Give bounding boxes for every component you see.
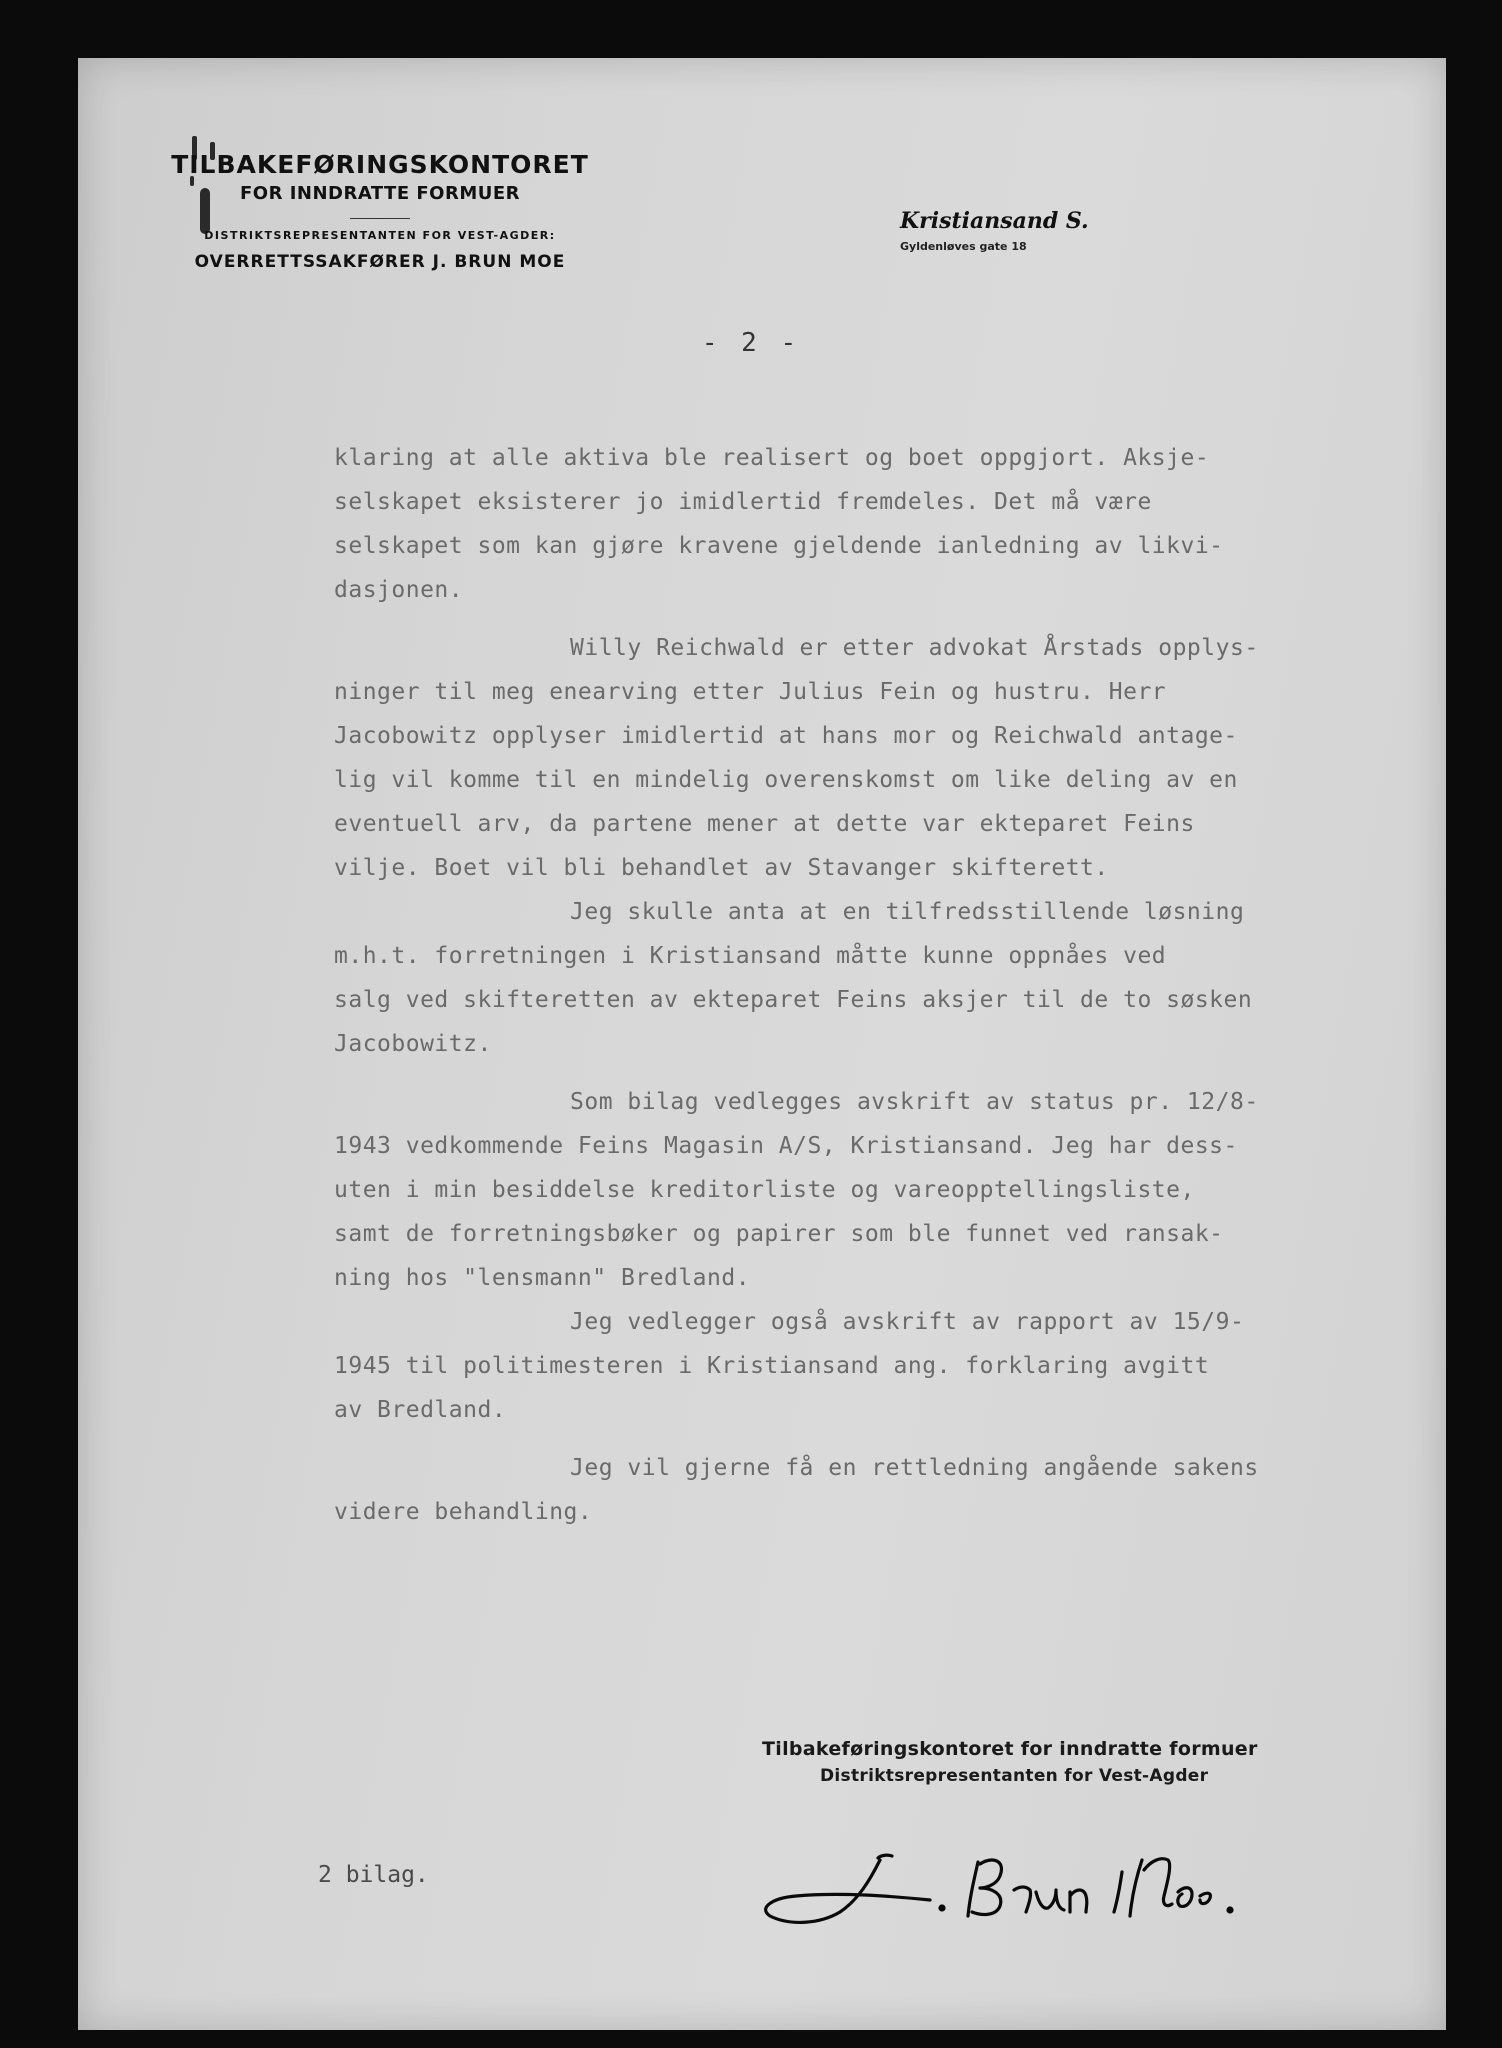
- body-line: Willy Reichwald er etter advokat Årstads opplys-: [570, 635, 1259, 661]
- letterhead-divider: [350, 218, 410, 219]
- handwritten-signature: [730, 1800, 1290, 1940]
- page-number: - 2 -: [701, 328, 801, 358]
- enclosure-note: 2 bilag.: [318, 1862, 429, 1888]
- letterhead-title: TILBAKEFØRINGSKONTORET: [171, 150, 589, 179]
- letterhead-district: DISTRIKTSREPRESENTANTEN FOR VEST-AGDER:: [204, 229, 556, 242]
- body-line: dasjonen.: [334, 577, 464, 603]
- body-line: Jeg skulle anta at en tilfredsstillende løsning: [570, 899, 1245, 925]
- body-line: selskapet som kan gjøre kravene gjeldende ianledning av likvi-: [334, 533, 1224, 559]
- body-line: Jacobowitz.: [334, 1031, 492, 1057]
- body-line: m.h.t. forretningen i Kristiansand måtte kunne oppnåes ved: [334, 943, 1167, 969]
- body-line: Jeg vedlegger også avskrift av rapport av 15/9-: [570, 1309, 1245, 1335]
- body-line: 1943 vedkommende Feins Magasin A/S, Kristiansand. Jeg har dess-: [334, 1133, 1238, 1159]
- letterhead-lawyer: OVERRETTSSAKFØRER J. BRUN MOE: [194, 252, 566, 272]
- body-line: eventuell arv, da partene mener at dette var ekteparet Feins: [334, 811, 1195, 837]
- letterhead: [100, 150, 660, 272]
- sender-location: [900, 208, 1089, 253]
- body-line: Jacobowitz opplyser imidlertid at hans mor og Reichwald antage-: [334, 723, 1238, 749]
- body-line: uten i min besiddelse kreditorliste og vareopptellingsliste,: [334, 1177, 1195, 1203]
- body-line: samt de forretningsbøker og papirer som ble funnet ved ransak-: [334, 1221, 1224, 1247]
- body-line: Jeg vil gjerne få en rettledning angående sakens: [570, 1455, 1259, 1481]
- body-line: 1945 til politimesteren i Kristiansand ang. forklaring avgitt: [334, 1353, 1210, 1379]
- body-line: videre behandling.: [334, 1499, 593, 1525]
- letterhead-subtitle: FOR INNDRATTE FORMUER: [239, 183, 521, 204]
- body-line: lig vil komme til en mindelig overenskomst om like deling av en: [334, 767, 1238, 793]
- sender-address: Gyldenløves gate 18: [900, 240, 1027, 253]
- body-line: ning hos "lensmann" Bredland.: [334, 1265, 751, 1291]
- body-line: salg ved skifteretten av ekteparet Feins aksjer til de to søsken: [334, 987, 1253, 1013]
- body-line: av Bredland.: [334, 1397, 507, 1423]
- body-line: selskapet eksisterer jo imidlertid fremdeles. Det må være: [334, 489, 1152, 515]
- body-line: ninger til meg enearving etter Julius Fein og hustru. Herr: [334, 679, 1167, 705]
- letter-body: [334, 436, 1414, 1534]
- closing-stamp: [762, 1738, 1258, 1786]
- body-line: Som bilag vedlegges avskrift av status pr. 12/8-: [570, 1089, 1259, 1115]
- closing-office: Tilbakeføringskontoret for inndratte formuer: [762, 1738, 1258, 1760]
- body-line: vilje. Boet vil bli behandlet av Stavanger skifterett.: [334, 855, 1109, 881]
- sender-city: Kristiansand S.: [900, 208, 1089, 234]
- body-line: klaring at alle aktiva ble realisert og boet oppgjort. Aksje-: [334, 445, 1210, 471]
- closing-representative: Distriktsrepresentanten for Vest-Agder: [820, 1766, 1209, 1786]
